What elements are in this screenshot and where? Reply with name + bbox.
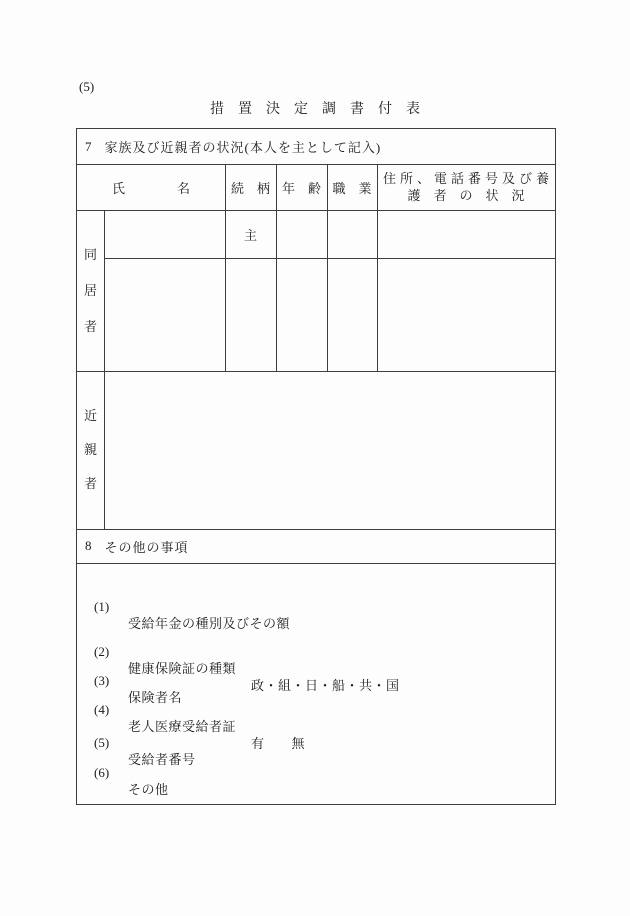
cohabitant-label-char-2: 居 <box>83 282 97 298</box>
cohabitant-label-char-1: 同 <box>83 246 97 262</box>
relative-label-char-1: 近 <box>83 408 97 423</box>
section8-items-area <box>77 563 555 806</box>
item-3-label: 保険者名 <box>128 690 183 705</box>
section7-heading: 家族及び近親者の状況(本人を主として記入) <box>104 140 382 155</box>
item-2-label: 健康保険証の種類 <box>128 661 237 676</box>
section8-heading: その他の事項 <box>104 539 189 555</box>
grid-line-cohabitant-bottom <box>77 371 555 372</box>
item-row-1 <box>77 581 555 631</box>
cohabitant-row-label <box>77 210 104 371</box>
section8-number: 8 <box>85 538 92 553</box>
item-1-number: (1) <box>94 599 110 614</box>
column-header-age: 年 齢 <box>281 180 321 196</box>
self-relation-mark: 主 <box>243 227 257 243</box>
grid-line-self-row-bottom <box>104 258 555 259</box>
form-table <box>76 128 556 805</box>
item-2-value: 政・組・日・船・共・国 <box>251 678 400 693</box>
item-row-4 <box>77 684 555 751</box>
item-6-number: (6) <box>94 765 110 780</box>
page-number-label: (5) <box>79 79 95 94</box>
cohabitant-label-char-3: 者 <box>83 318 97 334</box>
item-row-2 <box>77 626 555 693</box>
item-5-number: (5) <box>94 735 110 750</box>
item-2-number: (2) <box>94 644 110 659</box>
item-3-number: (3) <box>94 673 110 688</box>
section7-heading-row <box>77 129 555 164</box>
column-header-address-line2: 護者の状況 <box>407 188 538 203</box>
item-5-label: 受給者番号 <box>128 752 196 767</box>
item-1-label: 受給年金の種別及びその額 <box>128 616 291 631</box>
item-6-label: その他 <box>128 782 169 797</box>
relative-row-label <box>77 371 104 529</box>
item-4-number: (4) <box>94 702 110 717</box>
column-header-name: 氏 名 <box>111 180 190 196</box>
section7-number: 7 <box>85 138 92 154</box>
grid-line-column-header-bottom <box>77 210 555 211</box>
item-4-value: 有 無 <box>251 736 306 751</box>
item-row-6 <box>77 747 555 797</box>
column-header-address-line1: 住所、電話番号及び養 <box>382 171 553 186</box>
relative-label-char-3: 者 <box>83 476 97 491</box>
item-4-label: 老人医療受給者証 <box>128 719 237 734</box>
section8-heading-row <box>77 529 555 563</box>
column-header-relation: 続 柄 <box>230 180 270 196</box>
grid-line-rowlabel-column <box>104 210 105 529</box>
document-title: 措 置 決 定 調 書 付 表 <box>210 102 420 117</box>
relative-label-char-2: 親 <box>83 442 97 457</box>
column-header-occupation: 職 業 <box>332 180 372 196</box>
column-header-address <box>377 164 555 210</box>
